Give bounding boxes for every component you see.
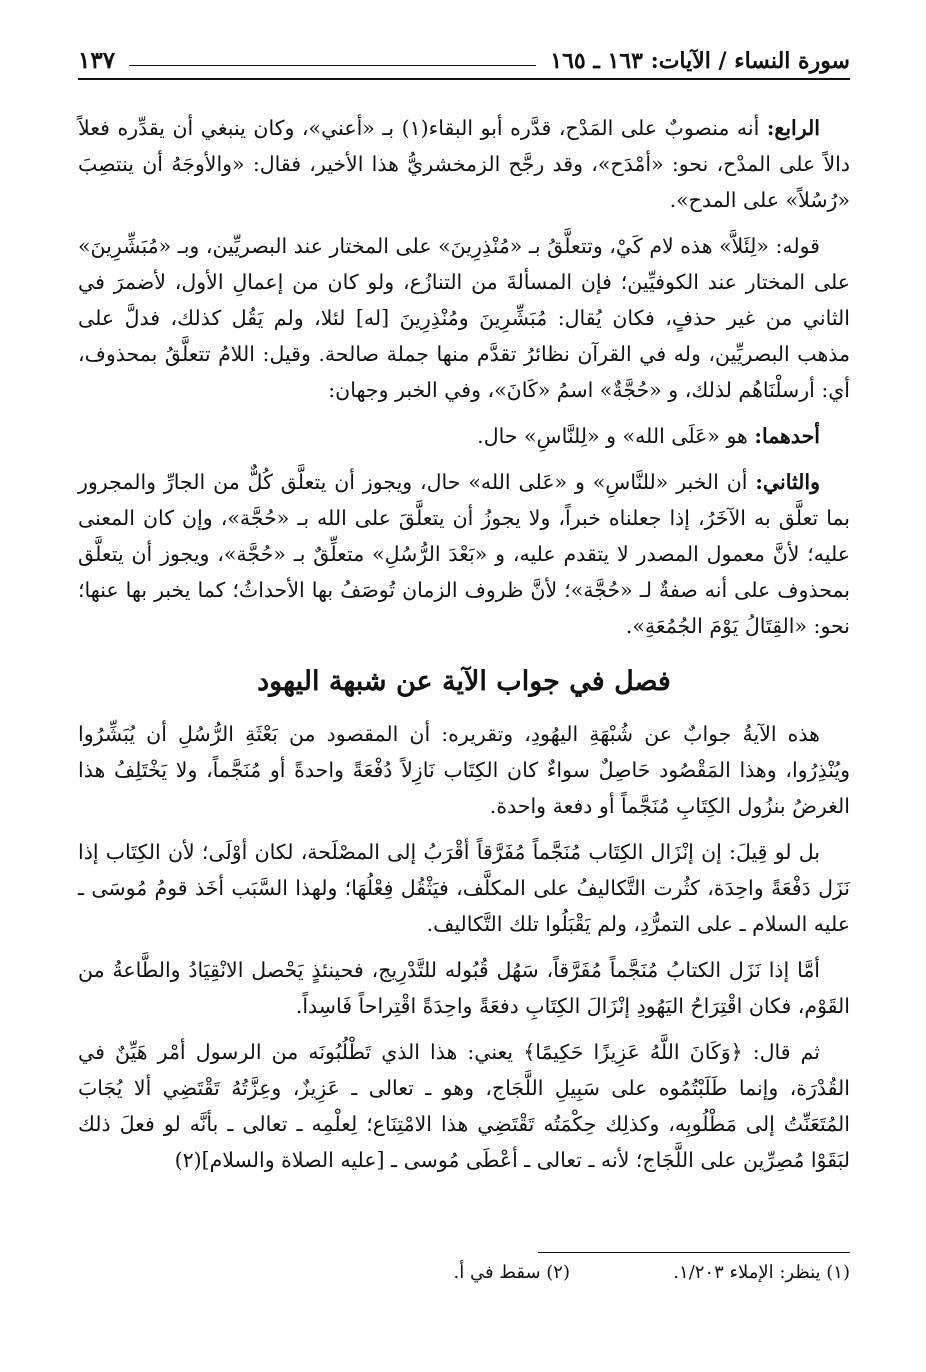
paragraph-lead: أحدهما: xyxy=(754,424,820,448)
section-paragraph: أمَّا إذا نَزَل الكتابُ مُنَجَّماً مُفَرَّقاً، سَهُل قُبُوله للتَّدْرِيج، فحينئذٍ يَحْصل الانْقِيَادُ والطَّاعةُ من القَوْم، فكان اقْتِرَاحُ اليَهُودِ إنْزَالَ الكِتَابِ دفعَةً واحِدَةً اقْتِراحاً فَاسِداً. xyxy=(78,958,850,1018)
header-rule xyxy=(129,65,536,66)
paragraph-lead: والثاني: xyxy=(755,470,820,494)
section-title: فصل في جواب الآية عن شبهة اليهود xyxy=(257,666,671,697)
paragraph-text: قوله: «لِئَلاَّ» هذه لام كَيْ، وتتعلَّقُ بـ «مُنْذِرِينَ» على المختار عند البصريِّين، وبـ «مُبَشِّرِينَ» على المختار عند الكوفيِّين؛ فإن المسألةَ من التنازُع، ولو كان من إعمالِ الأول، لأضمرَ في الثاني من غير حذفٍ، فكان يُقال: مُبَشِّرِينَ ومُنْذِرِينَ [له] لئلا، ولم يَقُل كذلك، فدلَّ على مذهب البصريِّين، وله في القرآن نظائرُ تقدَّم منها جملة صالحة. وقيل: اللامُ تتعلَّقُ بمحذوف، أي: أرسلْنَاهُم لذلك، و «حُجَّةٌ» اسمُ «كَانَ»، وفي الخبر وجهان: xyxy=(78,234,850,402)
section-paragraph: هذه الآيةُ جوابٌ عن شُبْهَةِ اليهُودِ، وتقريره: أن المقصود من بَعْثَةِ الرُّسُلِ أن يُبَشِّرُوا ويُنْذِرُوا، وهذا المَقْصُود حَاصِلٌ سواءٌ كان الكِتَاب نَازِلاً دُفْعَةً واحدةً أو مُنَجَّماً، ولا يَخْتَلِفُ هذا الغرضُ بنزُول الكِتَابِ مُنَجَّماً أو دفعة واحدة. xyxy=(78,722,850,818)
section-paragraph: ثم قال: ﴿وَكَانَ اللَّهُ عَزِيزًا حَكِيمًا﴾ يعني: هذا الذي تَطْلُبُونَه من الرسول أمْر هَيِّنٌ في القُدْرَة، وإنما طَلَبْتُمُوه على سَبِيلِ اللَّجَاج، وهو ـ تعالى ـ عَزِيزٌ، وعِزَّتُهُ تَقْتَضِي ألا يُجَابَ المُتَعَنِّتُ إلى مَطْلُوبِه، وكذلِك حِكْمَتُه تَقْتَضِي هذا الامْتِنَاع؛ لِعلْمِه ـ تعالى ـ بأنَّه لو فعلَ ذلك لبَقَوْا مُصِرِّين على اللَّجَاج؛ لأنه ـ تعالى ـ أعْطَى مُوسى ـ [عليه الصلاة والسلام](٢) xyxy=(78,1040,850,1172)
paragraph-lead: الرابع: xyxy=(766,116,820,140)
section-paragraph: بل لو قِيلَ: إن إنْزَال الكِتَاب مُنَجَّماً مُفَرَّقاً أقْرَبُ إلى المصْلَحة، لكان أوْلَى؛ لأن الكِتَاب إذا نَزَل دَفْعَةً واحِدَة، كثُرت التَّكاليفُ على المكلَّف، فيَثْقُل فِعْلُهَا؛ ولهذا السَّبَب أخَذ قومُ مُوسَى ـ عليه السلام ـ على التمرُّدِ، ولم يَقْبَلُوا تلك التَّكاليف. xyxy=(78,840,850,936)
paragraph xyxy=(78,228,850,408)
page-header xyxy=(78,38,850,80)
page-body xyxy=(78,110,850,1188)
footnote-1: (١) ينظر: الإملاء ١/٢٠٣. xyxy=(673,1262,850,1283)
running-title: سورة النساء / الآيات: ١٦٣ ـ ١٦٥ xyxy=(550,48,850,74)
footnote-2: (٢) سقط في أ. xyxy=(453,1262,570,1283)
footnotes xyxy=(78,1262,850,1283)
page-number: ١٣٧ xyxy=(78,47,116,74)
footnote-rule xyxy=(538,1252,850,1253)
paragraph-text: أن الخبر «للنَّاسِ» و «عَلى الله» حال، ويجوز أن يتعلَّق كُلٌّ من الجارِّ والمجرور بما تعلَّق به الآخَرُ، إذا جعلناه خبراً، ولا يجوزُ أن يتعلَّقَ على الله بـ «حُجَّة»، وإن كان المعنى عليه؛ لأنَّ معمول المصدر لا يتقدم عليه، و «بَعْدَ الرُّسُلِ» متعلِّقٌ بـ «حُجَّة»، ويجوز أن يتعلَّق بمحذوف على أنه صفةٌ لـ «حُجَّة»؛ لأنَّ ظروف الزمان تُوصَفُ بها الأحداثُ؛ كما يخبر بها عنها؛ نحو: «القِتَالُ يَوْمَ الجُمُعَةِ». xyxy=(78,470,850,638)
paragraph-text: أنه منصوبٌ على المَدْح، قدَّره أبو البقاء(١) بـ «أعني»، وكان ينبغي أن يقدِّره فعلاً دالاً على المدْح، نحو: «أمْدَح»، وقد رجَّح الزمخشريُّ هذا الأخير، فقال: «والأوجَهُ أن ينتصِبَ «رُسُلاً» على المدح». xyxy=(78,116,850,212)
paragraph xyxy=(78,464,850,644)
paragraph xyxy=(78,418,850,454)
paragraph-text: هو «عَلَى الله» و «لِلنَّاسِ» حال. xyxy=(477,424,755,448)
paragraph xyxy=(78,110,850,218)
